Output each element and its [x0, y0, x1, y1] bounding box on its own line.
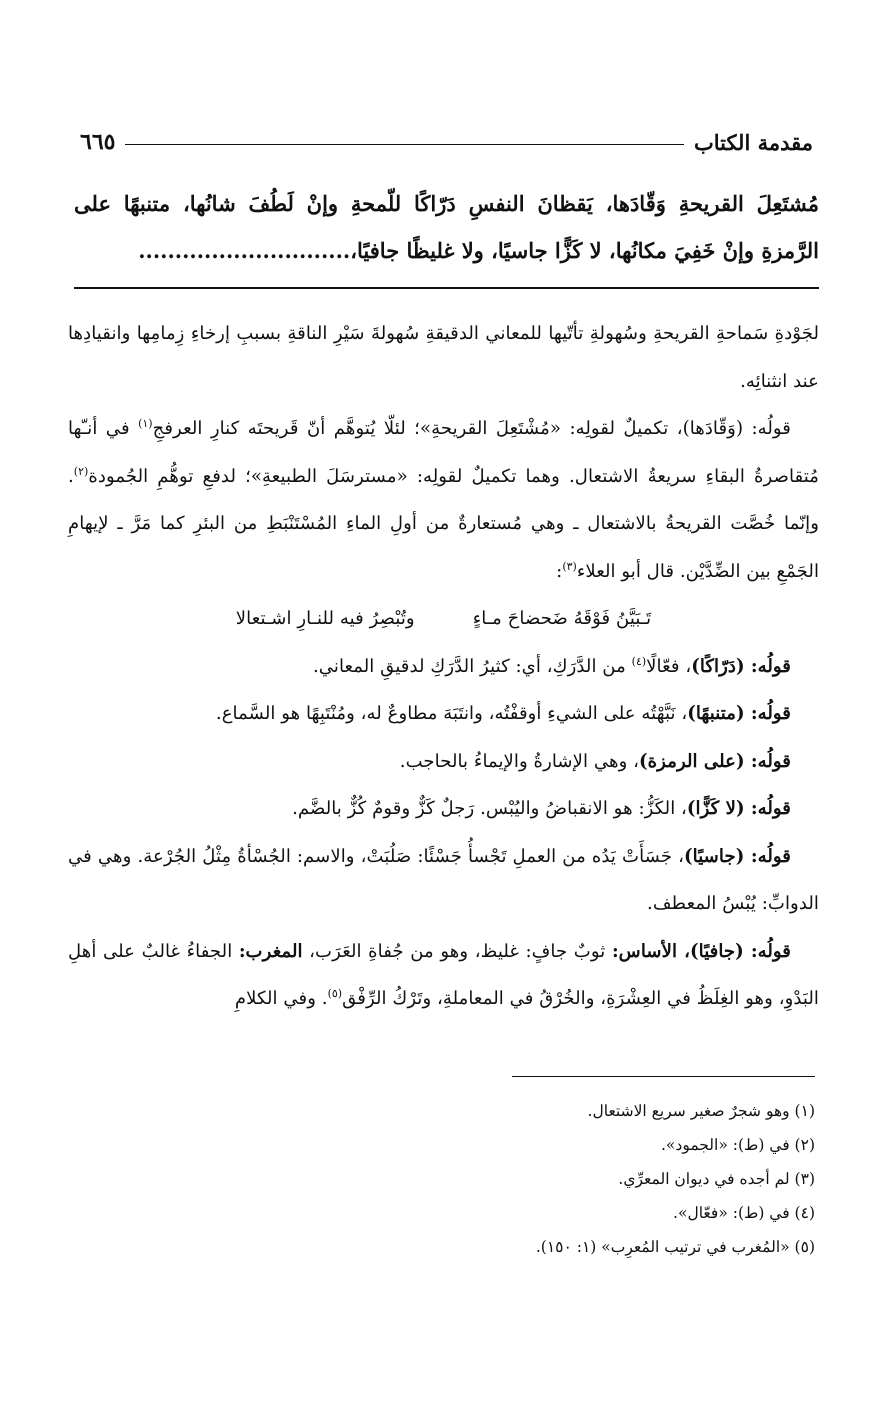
p8-keyword-2: المغرب: [238, 940, 303, 962]
p3-keyword: قولُه: (دَرّاكًا) [691, 655, 791, 677]
footnote-3: (٣) لم أجده في ديوان المعرِّي. [618, 1170, 815, 1188]
p3-text-b: من الدَّرَكِ، أي: كثيرُ الدَّرَكِ لدقيقِ المعاني. [312, 655, 632, 677]
p4-text: ، نَبَّهْتُه على الشيءِ أوقفْتُه، وانتَبَهَ مطاوعٌ له، ومُنْتَبِهًا هو السَّماع. [215, 703, 688, 724]
p2-mid2: . وإنّما خُصَّت القريحةُ بالاشتعال ـ وهي مُستعارةٌ من أولِ الماءِ المُسْتَنْبَطِ من البئرِ كما مَرَّ ـ لإيهامِ الجَمْعِ بين الضِّدَّيْن. قال أبو العلاء [68, 465, 819, 582]
matn-line-2: وإنْ خَفِيَ مكانُها، لا كَزًّا جاسيًا، ولا غليظًا جافيًا،............................. [138, 238, 755, 263]
paragraph-4 [68, 690, 819, 738]
p7-keyword: قولُه: (جاسيًا) [684, 845, 791, 867]
p8-keyword: قولُه: (جافيًا)، الأساس: [611, 940, 791, 962]
footnote-ref-1: (١) [138, 416, 153, 430]
page-number: ٦٦٥ [80, 129, 116, 155]
footnotes [300, 1094, 815, 1264]
page-header [80, 122, 813, 162]
p8-text-a: ثوبٌ جافٍ: غليظ، وهو من جُفاةِ العَرَب، [302, 940, 612, 962]
paragraph-1: لجَوْدةِ سَماحةِ القريحةِ وسُهولةِ تأتّيها للمعاني الدقيقةِ سُهولةَ سَيْرِ الناقةِ بسببِ إرخاءِ زِمامِها وانقيادِها عند انثنائِه. [68, 323, 819, 392]
p6-text: ، الكَزُّ: هو الانقباضُ واليُبْس. رَجلٌ كَزٌّ وقومٌ كُزٌّ بالضَّم. [292, 798, 687, 819]
footnote-ref-5: (٥) [327, 986, 343, 1000]
paragraph-7 [68, 833, 819, 928]
p8-text-b: الجفاءُ غالبٌ على أهلِ البَدْوِ، وهو الغِلَظُ في العِشْرَةِ، والخُرْقُ في المعاملةِ، وتَرْكُ الرِّفْق [68, 940, 819, 1009]
p2-lead: قولُه: (وَقّادَها)، تكميلٌ لقولِه: «مُشْتَعِلَ القريحةِ»؛ لئلّا يُتوهَّم أنّ قَريحتَه كنارِ العرفجِ [152, 418, 791, 439]
commentary-body [68, 310, 819, 1023]
footnote-4: (٤) في (ط): «فعّال». [673, 1204, 815, 1222]
paragraph-6 [68, 785, 819, 833]
header-rule [125, 144, 683, 145]
footnote-ref-3: (٣) [562, 559, 577, 573]
p5-text: ، وهي الإشارةُ والإيماءُ بالحاجب. [399, 750, 640, 772]
p3-text-a: ، فعّالًا [646, 655, 692, 677]
footnote-1: (١) وهو شجرٌ صغير سريع الاشتعال. [587, 1102, 815, 1120]
poetry-verse [68, 595, 819, 643]
paragraph-8 [68, 928, 819, 1023]
p2-mid: في أنـّها مُتقاصرةُ البقاءِ سريعةُ الاشتعال. وهما تكميلٌ لقولِه: «مسترسَلَ الطبيعةِ»؛ لدفعِ توهُّمِ الجُمودة [68, 418, 819, 487]
footnote-separator [512, 1076, 815, 1077]
matn-separator [74, 287, 819, 289]
paragraph-2 [68, 405, 819, 595]
p2-tail: : [556, 560, 563, 582]
footnote-ref-2: (٢) [73, 464, 89, 478]
footnote-5: (٥) «المُغرب في ترتيب المُعرِب» (١: ١٥٠). [535, 1238, 815, 1256]
footnote-2: (٢) في (ط): «الجمود». [661, 1136, 815, 1154]
p5-keyword: قولُه: (على الرمزة) [639, 750, 791, 772]
paragraph-3 [68, 643, 819, 691]
footnote-ref-4: (٤) [631, 654, 647, 668]
verse-second-hemistich: وتُبْصِرُ فيه للنـارِ اشـتعالا [235, 608, 415, 629]
paragraph-5 [68, 738, 819, 786]
matn-text [74, 180, 819, 274]
matn-line-1: مُشتَعِلَ القريحةِ وَقّادَها، يَقظانَ النفسِ دَرّاكًا للّمحةِ وإنْ لَطُفَ شانُها، متنبهًا على الرَّمزةِ [74, 191, 819, 263]
p4-keyword: قولُه: (متنبهًا) [687, 703, 791, 724]
p8-text-c: . وفي الكلامِ [234, 988, 328, 1009]
p6-keyword: قولُه: (لا كَزًّا) [686, 798, 791, 819]
verse-first-hemistich: تَـبَيَّنُ فَوْقَهُ ضَحضاحَ مـاءٍ [472, 608, 652, 629]
p7-text: ، جَسَأَتْ يَدُه من العملِ تَجْسأُ جَسْئًا: صَلُبَتْ، والاسم: الجُسْأةُ مِثْلُ الجُرْعة. وهي في الدوابِّ: يُبْسُ المعطف. [68, 845, 819, 914]
chapter-title: مقدمة الكتاب [693, 129, 813, 155]
